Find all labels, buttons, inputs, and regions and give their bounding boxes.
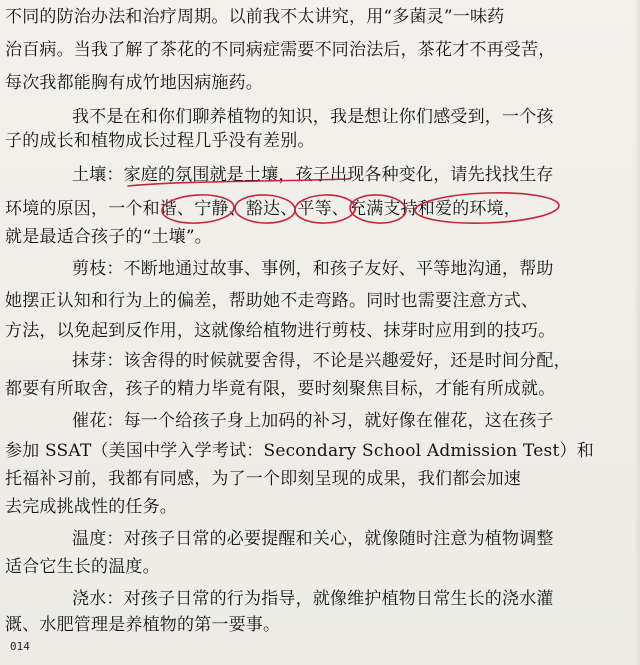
text-line: 参加 SSAT（美国中学入学考试：Secondary School Admission Test）和: [5, 441, 594, 461]
text-line: 溉、水肥管理是养植物的第一要事。: [5, 615, 281, 635]
text-line: 每次我都能胸有成竹地因病施药。: [5, 73, 263, 93]
text-line: 适合它生长的温度。: [5, 557, 160, 577]
text-line: 剪枝：不断地通过故事、事例，和孩子友好、平等地沟通，帮助: [72, 259, 554, 279]
text-line: 都要有所取舍，孩子的精力毕竟有限，要时刻聚焦目标，才能有所成就。: [5, 379, 556, 399]
text-line: 不同的防治办法和治疗周期。以前我不太讲究，用“多菌灵”一味药: [5, 7, 505, 27]
text-line: 浇水：对孩子日常的行为指导，就像维护植物日常生长的浇水灌: [72, 589, 554, 609]
text-line: 就是最适合孩子的“土壤”。: [5, 227, 212, 247]
text-line: 去完成挑战性的任务。: [5, 497, 177, 517]
text-line: 治百病。当我了解了茶花的不同病症需要不同治法后，茶花才不再受苦，: [5, 40, 556, 60]
text-line: 催花：每一个给孩子身上加码的补习，就好像在催花，这在孩子: [72, 411, 554, 431]
text-line: 方法，以免起到反作用，这就像给植物进行剪枝、抹芽时应用到的技巧。: [5, 321, 556, 341]
text-line: 环境的原因，一个和谐、宁静、豁达、平等、充满支持和爱的环境，: [5, 199, 521, 219]
text-line: 我不是在和你们聊养植物的知识，我是想让你们感受到，一个孩: [72, 107, 554, 127]
text-line: 子的成长和植物成长过程几乎没有差别。: [5, 131, 315, 151]
text-line: 她摆正认知和行为上的偏差，帮助她不走弯路。同时也需要注意方式、: [5, 291, 539, 311]
text-line: 托福补习前，我都有同感，为了一个即刻呈现的成果，我们都会加速: [5, 469, 521, 489]
page-edge-shadow: [634, 0, 640, 665]
text-line: 抹芽：该舍得的时候就要舍得，不论是兴趣爱好，还是时间分配，: [72, 351, 571, 371]
text-line: 温度：对孩子日常的必要提醒和关心，就像随时注意为植物调整: [72, 529, 554, 549]
text-line: 土壤：家庭的氛围就是土壤，孩子出现各种变化，请先找找生存: [72, 165, 554, 185]
page-number: 014: [10, 640, 30, 653]
